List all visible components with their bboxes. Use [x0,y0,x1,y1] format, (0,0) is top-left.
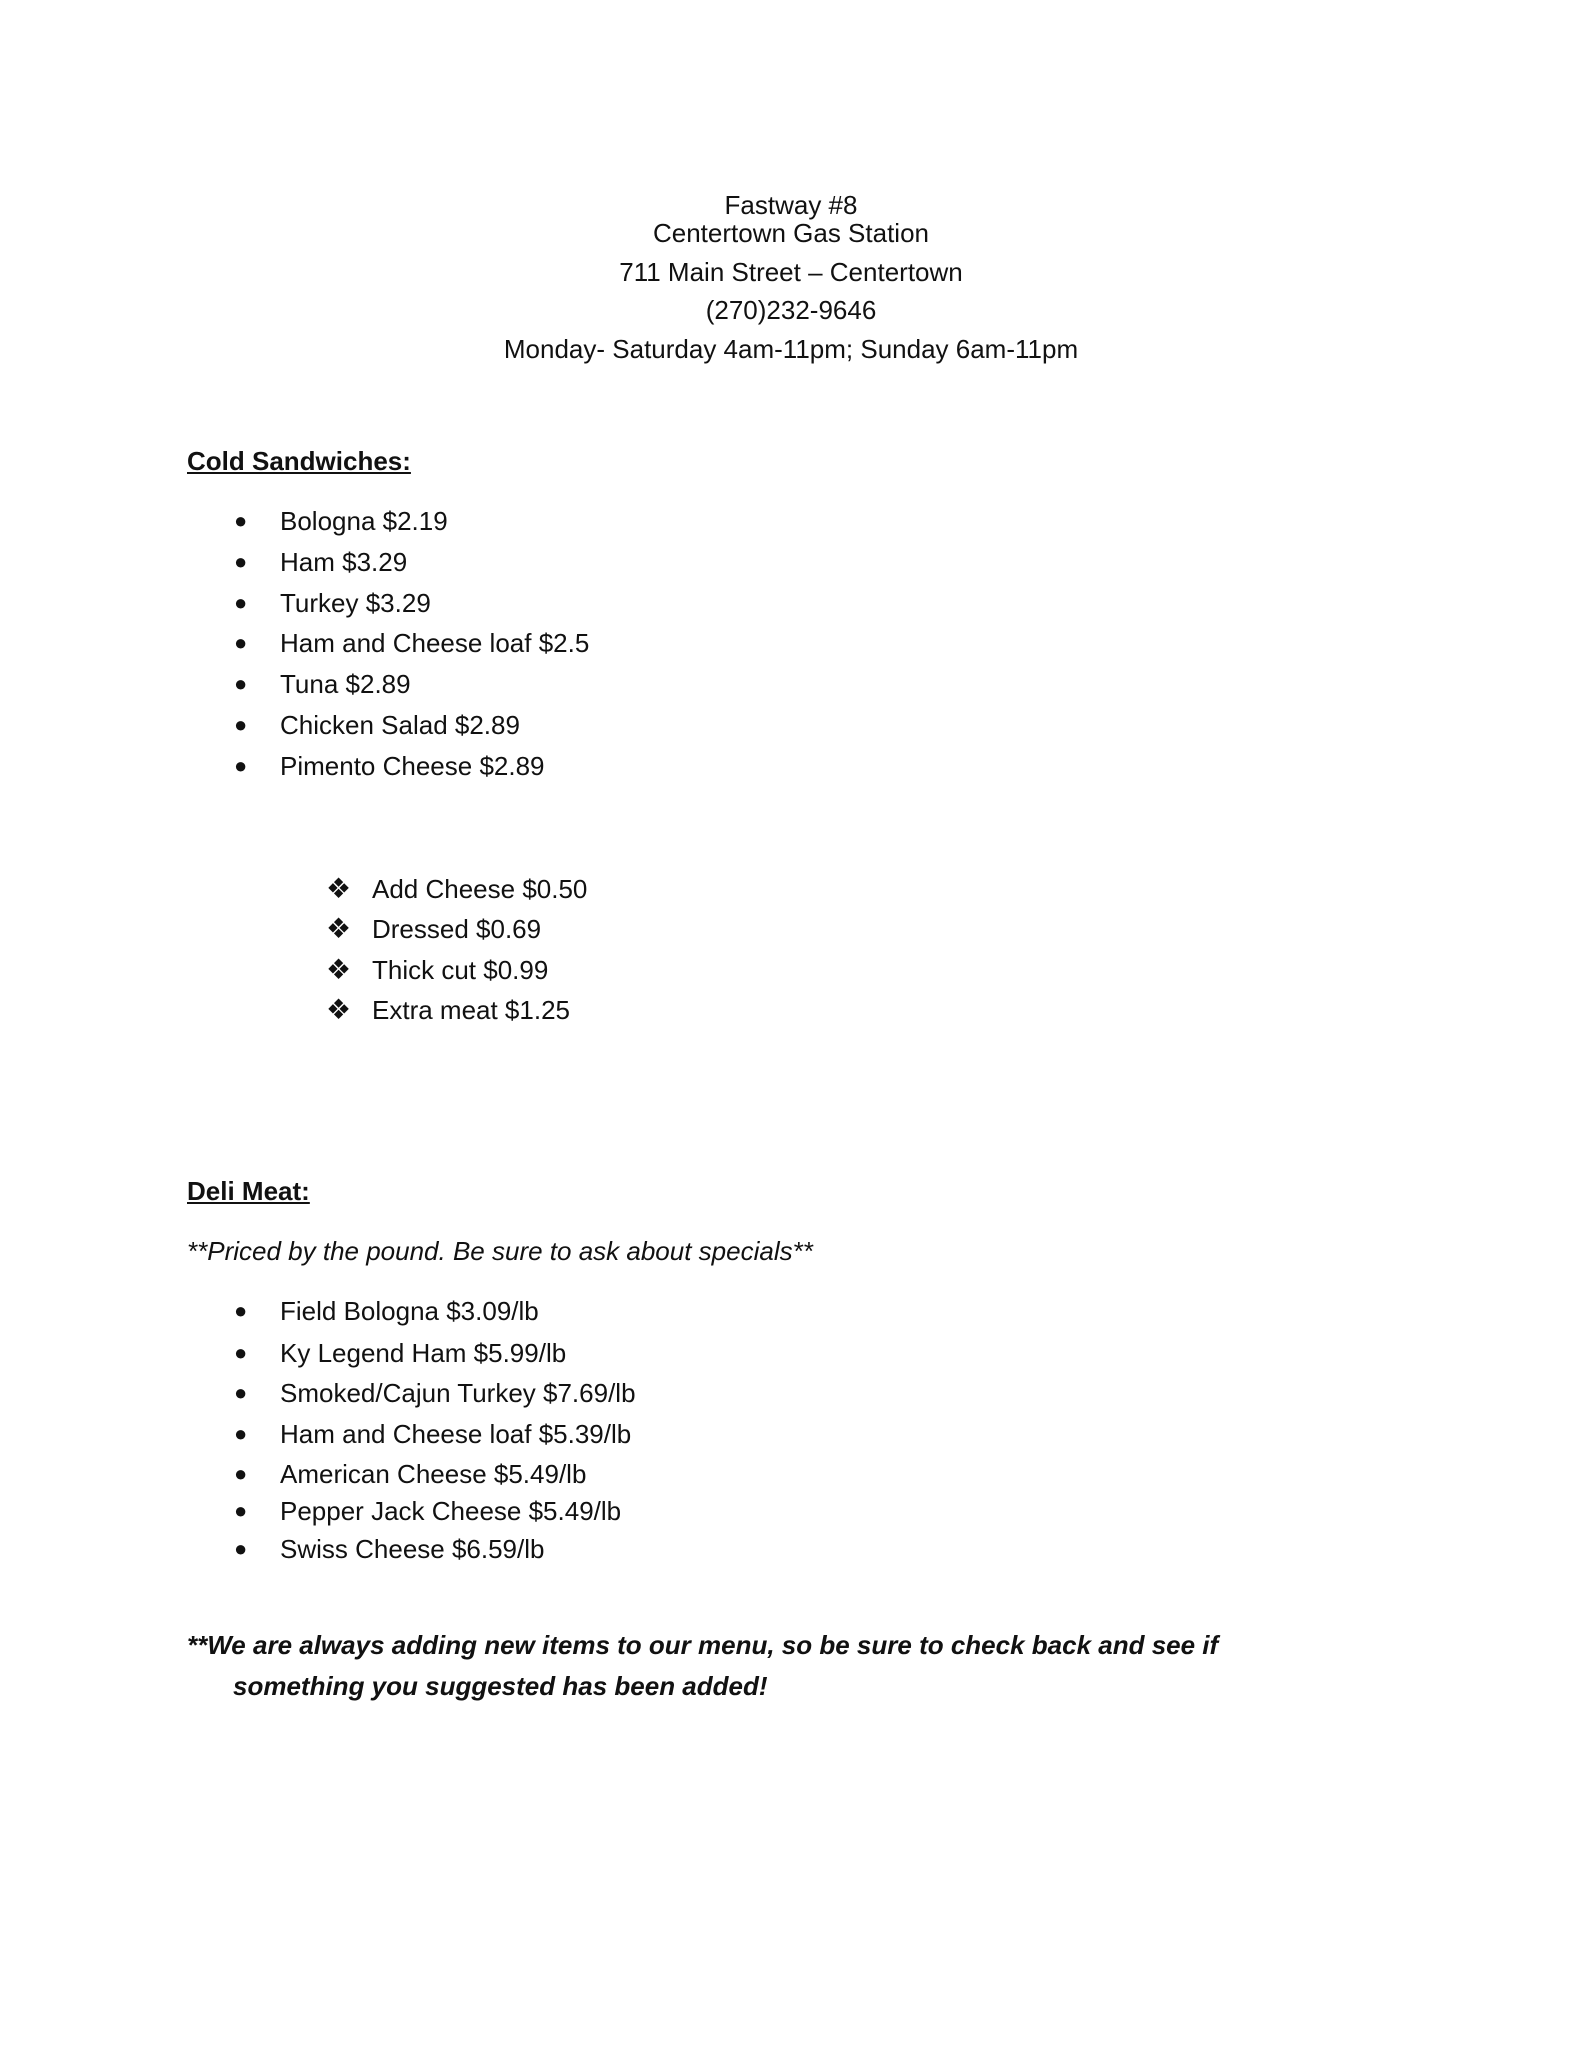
item-label: Ham $3.29 [280,547,408,577]
item-label: Smoked/Cajun Turkey $7.69/lb [280,1378,636,1408]
bullet-icon: ● [234,1340,248,1365]
list-item [0,1335,1582,1371]
list-item [0,992,1582,1028]
item-label: Ky Legend Ham $5.99/lb [280,1338,567,1368]
store-name: Centertown Gas Station [652,218,930,248]
list-item [0,503,1582,539]
item-label: Bologna $2.19 [280,506,448,536]
cold-sandwiches-heading: Cold Sandwiches: [187,446,411,476]
bullet-icon: ● [234,508,248,533]
item-label: Ham and Cheese loaf $5.39/lb [280,1419,632,1449]
diamond-bullet-icon: ❖ [326,994,352,1025]
closing-note-line2: something you suggested has been added! [233,1671,768,1701]
list-item [0,625,1582,661]
bullet-icon: ● [234,630,248,655]
list-item [0,911,1582,947]
item-label: Pimento Cheese $2.89 [280,751,545,781]
item-label: Pepper Jack Cheese $5.49/lb [280,1496,622,1526]
item-label: Chicken Salad $2.89 [280,710,520,740]
item-label: Thick cut $0.99 [372,955,549,985]
list-item [0,707,1582,743]
diamond-bullet-icon: ❖ [326,913,352,944]
list-item [0,544,1582,580]
bullet-icon: ● [234,671,248,696]
list-item [0,1456,1582,1492]
bullet-icon: ● [234,712,248,737]
item-label: American Cheese $5.49/lb [280,1459,587,1489]
item-label: Add Cheese $0.50 [372,874,588,904]
item-label: Tuna $2.89 [280,669,411,699]
list-item [0,666,1582,702]
bullet-icon: ● [234,1461,248,1486]
item-label: Extra meat $1.25 [372,995,570,1025]
list-item [0,1416,1582,1452]
item-label: Turkey $3.29 [280,588,431,618]
bullet-icon: ● [234,1421,248,1446]
closing-note-line1: **We are always adding new items to our menu, so be sure to check back and see if [187,1630,1219,1660]
bullet-icon: ● [234,753,248,778]
diamond-bullet-icon: ❖ [326,873,352,904]
bullet-icon: ● [234,549,248,574]
list-item [0,1293,1582,1329]
store-address: 711 Main Street – Centertown [619,257,963,287]
bullet-icon: ● [234,1380,248,1405]
store-number: Fastway #8 [724,190,858,220]
list-item [0,1493,1582,1529]
store-hours: Monday- Saturday 4am-11pm; Sunday 6am-11pm [503,334,1079,364]
item-label: Ham and Cheese loaf $2.5 [280,628,590,658]
bullet-icon: ● [234,1498,248,1523]
item-label: Dressed $0.69 [372,914,542,944]
item-label: Field Bologna $3.09/lb [280,1296,539,1326]
bullet-icon: ● [234,1536,248,1561]
list-item [0,748,1582,784]
list-item [0,585,1582,621]
list-item [0,1375,1582,1411]
list-item [0,952,1582,988]
store-phone: (270)232-9646 [705,295,877,325]
bullet-icon: ● [234,590,248,615]
item-label: Swiss Cheese $6.59/lb [280,1534,545,1564]
deli-meat-heading: Deli Meat: [187,1176,310,1206]
bullet-icon: ● [234,1298,248,1323]
deli-note: **Priced by the pound. Be sure to ask about specials** [187,1236,813,1266]
diamond-bullet-icon: ❖ [326,954,352,985]
list-item [0,871,1582,907]
list-item [0,1531,1582,1567]
